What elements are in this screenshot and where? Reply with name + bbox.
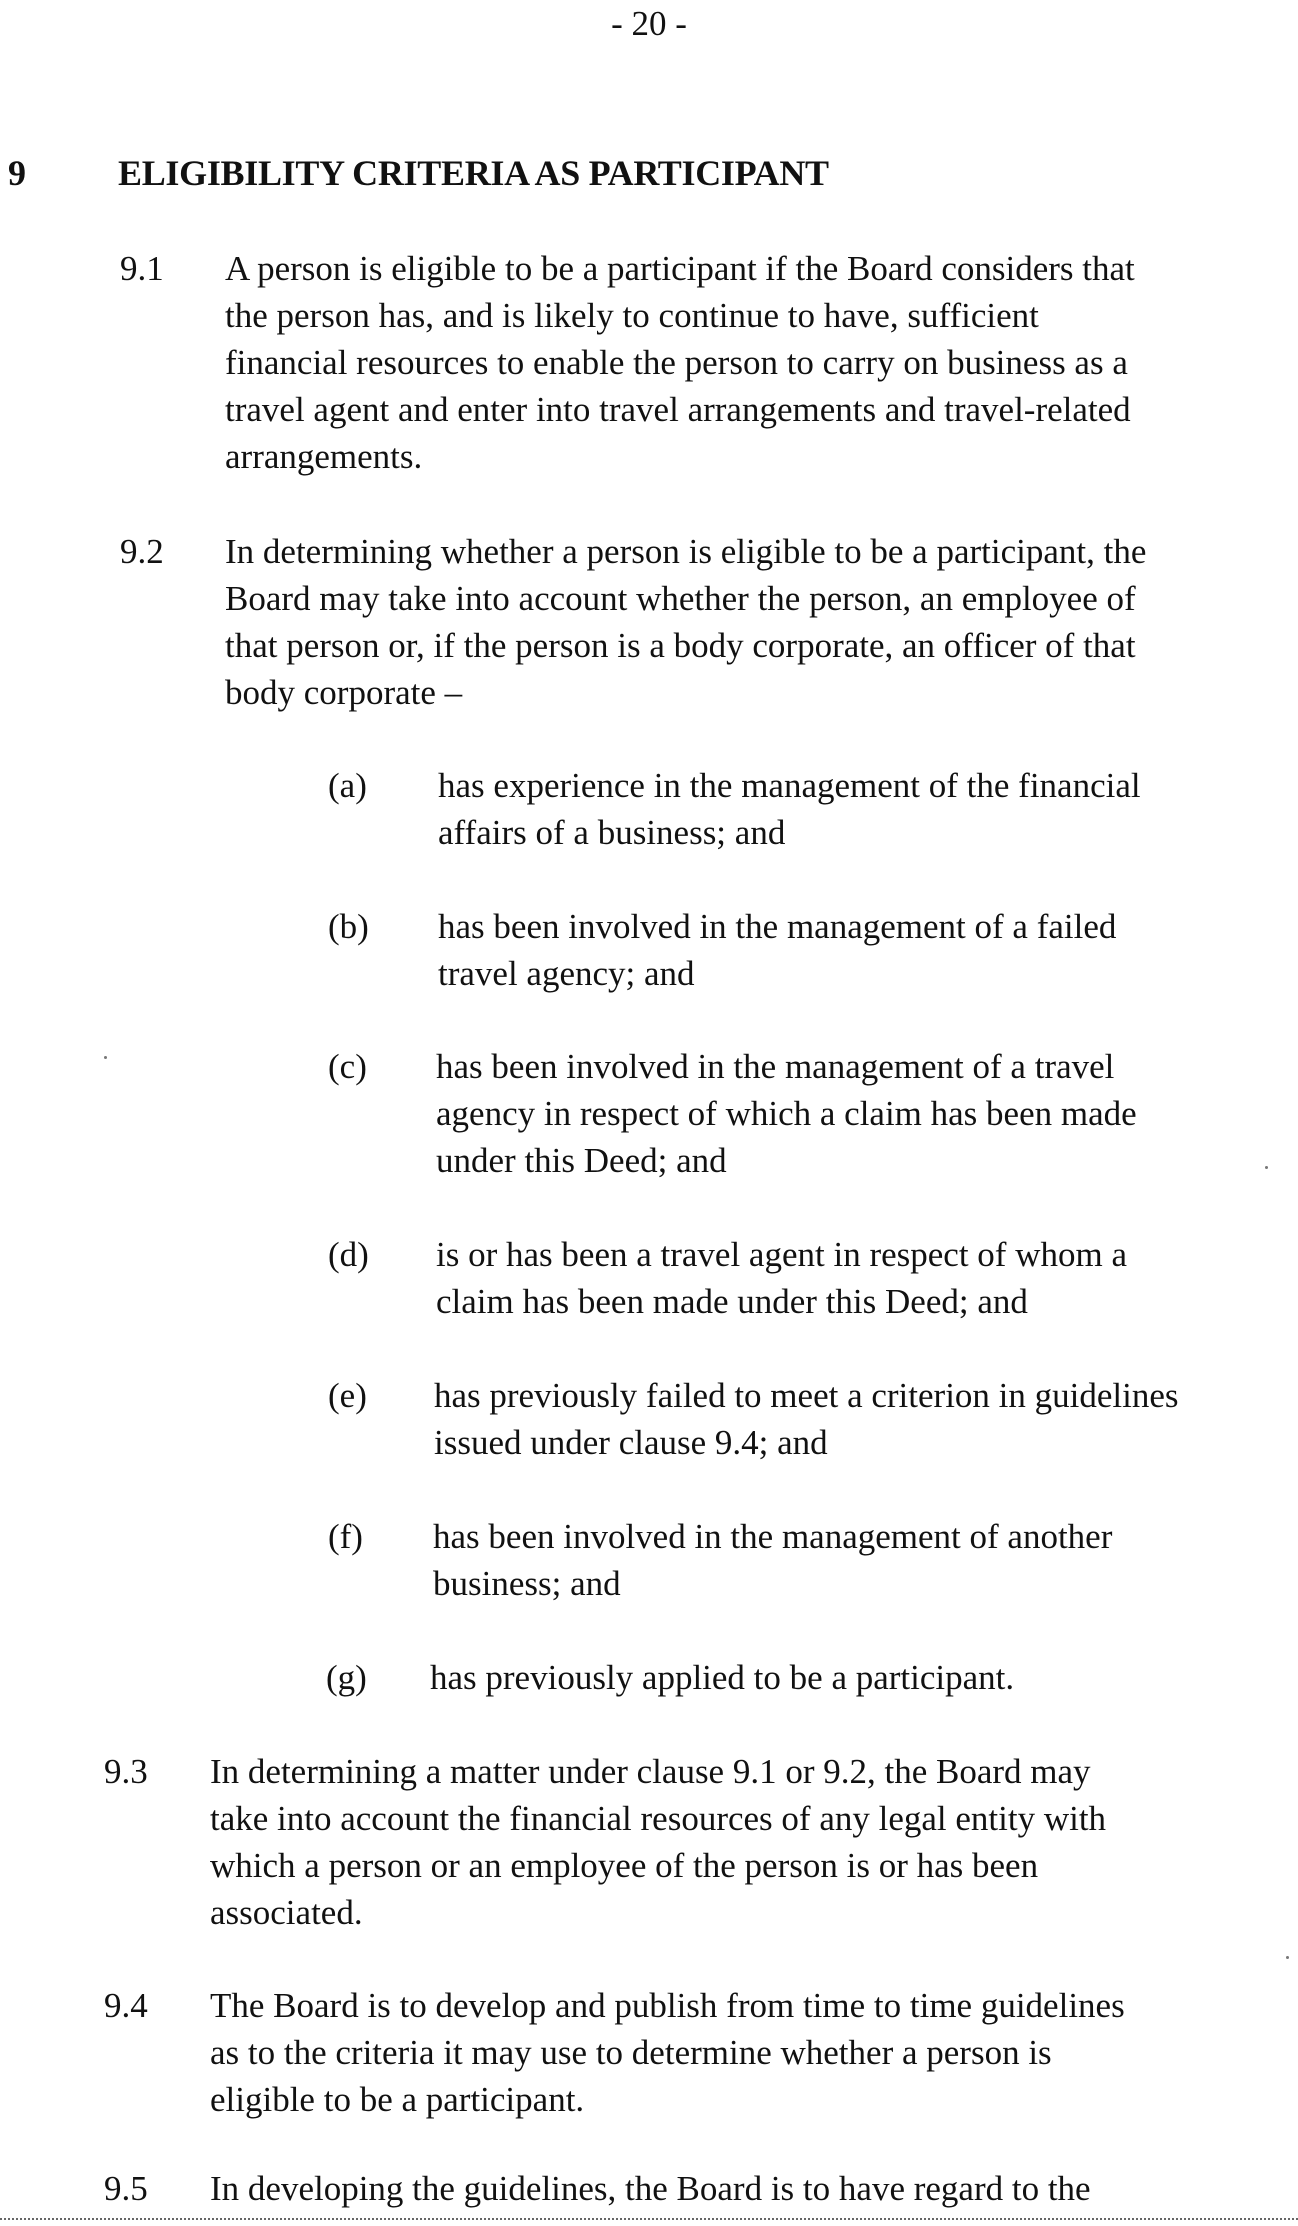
text-line: business; and	[433, 1564, 621, 1603]
section-title: ELIGIBILITY CRITERIA AS PARTICIPANT	[118, 153, 829, 193]
text-line: financial resources to enable the person to carry on business as a	[225, 343, 1128, 382]
text-line: has previously failed to meet a criterion in guidelines	[434, 1376, 1179, 1415]
clause-number-9-3: 9.3	[104, 1752, 148, 1791]
text-line: claim has been made under this Deed; and	[436, 1282, 1028, 1321]
clause-number-9-5: 9.5	[104, 2169, 148, 2208]
scan-speck	[1265, 1166, 1268, 1169]
text-line: travel agency; and	[438, 954, 695, 993]
text-line: body corporate –	[225, 673, 463, 712]
subitem-label-g: (g)	[326, 1658, 367, 1697]
text-line: issued under clause 9.4; and	[434, 1423, 828, 1462]
subitem-text-a	[438, 762, 1288, 856]
clause-number-9-4: 9.4	[104, 1986, 148, 2025]
subitem-text-b	[438, 903, 1288, 997]
text-line: agency in respect of which a claim has been made	[436, 1094, 1137, 1133]
clause-text-9-5	[210, 2165, 1270, 2212]
page-bottom-edge	[0, 2218, 1298, 2220]
subitem-label-e: (e)	[328, 1376, 367, 1415]
text-line: has been involved in the management of a travel	[436, 1047, 1115, 1086]
text-line: take into account the financial resources of any legal entity with	[210, 1799, 1107, 1838]
text-line: that person or, if the person is a body corporate, an officer of that	[225, 626, 1136, 665]
scan-speck	[1286, 1956, 1289, 1959]
text-line: A person is eligible to be a participant if the Board considers that	[225, 249, 1135, 288]
subitem-label-b: (b)	[328, 907, 369, 946]
text-line: has been involved in the management of another	[433, 1517, 1113, 1556]
clause-text-9-4	[210, 1982, 1270, 2123]
text-line: eligible to be a participant.	[210, 2080, 585, 2119]
subitem-text-d	[436, 1231, 1286, 1325]
subitem-label-a: (a)	[328, 766, 367, 805]
subitem-label-f: (f)	[328, 1517, 363, 1556]
scan-speck	[104, 1056, 107, 1059]
subitem-text-f	[433, 1513, 1293, 1607]
text-line: the person has, and is likely to continue to have, sufficient	[225, 296, 1039, 335]
subitem-label-c: (c)	[328, 1047, 367, 1086]
text-line: has experience in the management of the financial	[438, 766, 1141, 805]
text-line: which a person or an employee of the person is or has been	[210, 1846, 1039, 1885]
text-line: travel agent and enter into travel arrangements and travel-related	[225, 390, 1131, 429]
clause-text-9-2	[225, 528, 1265, 716]
text-line: The Board is to develop and publish from time to time guidelines	[210, 1986, 1125, 2025]
text-line: Board may take into account whether the person, an employee of	[225, 579, 1136, 618]
text-line: arrangements.	[225, 437, 423, 476]
text-line: has been involved in the management of a failed	[438, 907, 1117, 946]
text-line: under this Deed; and	[436, 1141, 727, 1180]
clause-text-9-3	[210, 1748, 1270, 1936]
text-line: is or has been a travel agent in respect of whom a	[436, 1235, 1127, 1274]
subitem-label-d: (d)	[328, 1235, 369, 1274]
text-line: In determining whether a person is eligible to be a participant, the	[225, 532, 1147, 571]
section-number: 9	[8, 153, 26, 193]
subitem-text-c	[436, 1043, 1286, 1184]
clause-number-9-1: 9.1	[120, 249, 164, 288]
text-line: affairs of a business; and	[438, 813, 786, 852]
text-line: has previously applied to be a participant.	[430, 1658, 1015, 1697]
page-number: - 20 -	[611, 4, 687, 43]
clause-text-9-1	[225, 245, 1265, 480]
subitem-text-e	[434, 1372, 1294, 1466]
text-line: In determining a matter under clause 9.1 or 9.2, the Board may	[210, 1752, 1091, 1791]
text-line: associated.	[210, 1893, 363, 1932]
subitem-text-g	[430, 1654, 1290, 1701]
text-line: as to the criteria it may use to determine whether a person is	[210, 2033, 1052, 2072]
text-line: In developing the guidelines, the Board is to have regard to the	[210, 2169, 1091, 2208]
clause-number-9-2: 9.2	[120, 532, 164, 571]
